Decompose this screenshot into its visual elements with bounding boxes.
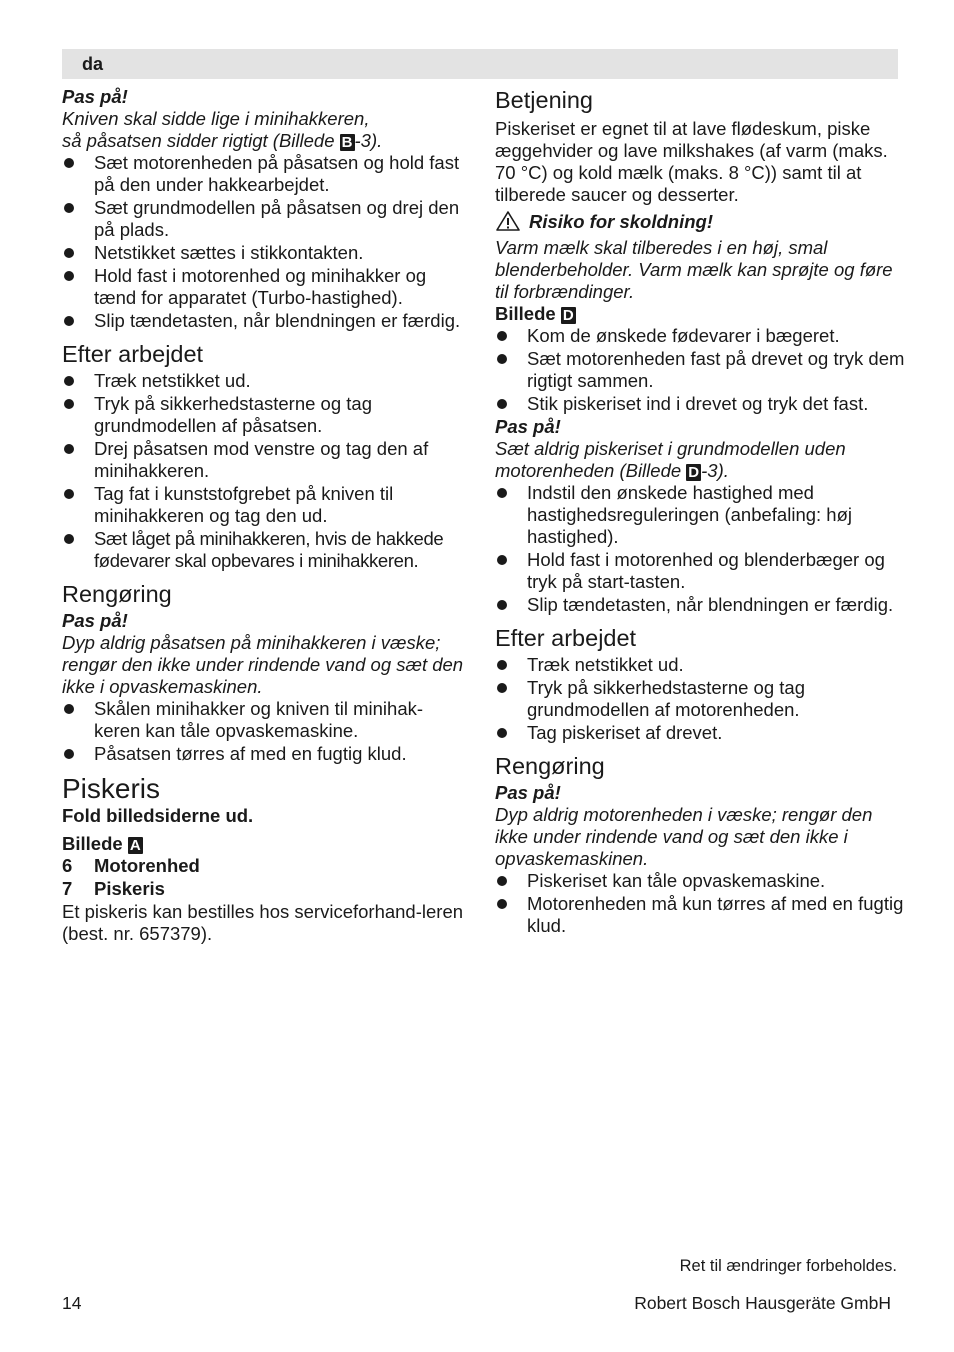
- figure-reference: Billede A: [62, 833, 141, 854]
- bullet-icon: [64, 749, 74, 759]
- figure-letter-d: D: [562, 307, 574, 324]
- after-work-list: [495, 654, 905, 744]
- bullet-icon: [497, 683, 507, 693]
- list-item: Tag fat i kunststofgrebet på kniven til minihakkeren og tag den ud.: [62, 483, 466, 527]
- bullet-icon: [64, 271, 74, 281]
- bullet-icon: [64, 444, 74, 454]
- caution-text-line1: Kniven skal sidde lige i minihakkeren,: [62, 108, 370, 129]
- list-item: Tryk på sikkerhedstasterne og tag grundmodellen af påsatsen.: [62, 393, 466, 437]
- warning-text: Varm mælk skal tilberedes i en høj, smal blenderbeholder. Varm mælk kan sprøjte og føre til forbrændinger.: [495, 237, 893, 302]
- caution-text-line2: så påsatsen sidder rigtigt (Billede B -3).: [62, 130, 383, 151]
- list-item: Piskeriset kan tåle opvaskemaskine.: [495, 870, 905, 892]
- list-item: Hold fast i motorenhed og blenderbæger og tryk på start-tasten.: [495, 549, 905, 593]
- page-number: 14: [62, 1293, 82, 1313]
- section-heading-after-work: Efter arbejdet: [62, 341, 204, 367]
- list-item: Skålen minihakker og kniven til minihak-keren kan tåle opvaskemaskine.: [62, 698, 466, 742]
- figure-letter-d: D: [688, 464, 700, 481]
- list-item: Drej påsatsen mod venstre og tag den af minihakkeren.: [62, 438, 466, 482]
- list-item: Tag piskeriset af drevet.: [495, 722, 905, 744]
- list-item: Indstil den ønskede hastighed med hastighedsreguleringen (anbefaling: høj hastighed).: [495, 482, 905, 548]
- bullet-icon: [64, 376, 74, 386]
- bullet-icon: [64, 248, 74, 258]
- caution-text-line1: Sæt aldrig piskeriset i grundmodellen uden: [495, 438, 846, 459]
- assembly-steps-list: [62, 152, 466, 332]
- bullet-icon: [497, 399, 507, 409]
- list-item: 7 Piskeris: [62, 878, 165, 899]
- company-name: Robert Bosch Hausgeräte GmbH: [634, 1293, 891, 1313]
- list-item: Sæt låget på minihakkeren, hvis de hakkede fødevarer skal opbevares i minihakkeren.: [62, 528, 466, 572]
- figure-reference: Billede D: [495, 303, 574, 324]
- bullet-icon: [497, 354, 507, 364]
- warning-heading: Risiko for skoldning!: [495, 210, 905, 237]
- caution-text-line2: motorenheden (Billede D -3).: [495, 460, 729, 481]
- list-item: Træk netstikket ud.: [62, 370, 466, 392]
- fold-out-instruction: Fold billedsiderne ud.: [62, 805, 254, 826]
- bullet-icon: [64, 489, 74, 499]
- chapter-heading-whisk: Piskeris: [62, 773, 161, 804]
- bullet-icon: [497, 876, 507, 886]
- bullet-icon: [497, 728, 507, 738]
- caution-title: Pas på!: [495, 782, 561, 803]
- section-heading-cleaning: Rengøring: [495, 753, 605, 779]
- list-item: Motorenheden må kun tørres af med en fugtig klud.: [495, 893, 905, 937]
- bullet-icon: [497, 660, 507, 670]
- list-item: Påsatsen tørres af med en fugtig klud.: [62, 743, 466, 765]
- section-heading-cleaning: Rengøring: [62, 581, 172, 607]
- figure-letter-b: B: [341, 134, 353, 151]
- language-code: da: [82, 54, 104, 74]
- parts-list: [62, 855, 466, 900]
- bullet-icon: [64, 704, 74, 714]
- bullet-icon: [64, 203, 74, 213]
- list-item: Hold fast i motorenhed og minihakker og tænd for apparatet (Turbo-hastighed).: [62, 265, 466, 309]
- list-item: Stik piskeriset ind i drevet og tryk det fast.: [495, 393, 905, 415]
- bullet-icon: [497, 331, 507, 341]
- operation-intro: Piskeriset er egnet til at lave flødeskum, piske æggehvider og lave milkshakes (af varm (maks. 70 °C) og kold mælk (maks. 8 °C)) samt til at tilberede saucer og desserter.: [495, 118, 888, 205]
- cleaning-list: [62, 698, 466, 765]
- list-item: Sæt grundmodellen på påsatsen og drej den på plads.: [62, 197, 466, 241]
- bullet-icon: [64, 316, 74, 326]
- bullet-icon: [497, 899, 507, 909]
- left-column: [62, 86, 466, 945]
- order-info: Et piskeris kan bestilles hos serviceforhand-leren (best. nr. 657379).: [62, 901, 464, 944]
- bullet-icon: [497, 488, 507, 498]
- list-item: 6 Motorenhed: [62, 855, 200, 876]
- list-item: Sæt motorenheden på påsatsen og hold fast på den under hakkearbejdet.: [62, 152, 466, 196]
- right-column: [495, 86, 905, 938]
- caution-text: Dyp aldrig motorenheden i væske; rengør den ikke under rindende vand og sæt den ikke i opvaskemaskinen.: [495, 804, 873, 869]
- warning-triangle-icon: [495, 210, 521, 237]
- list-item: Slip tændetasten, når blendningen er færdig.: [495, 594, 905, 616]
- section-heading-after-work: Efter arbejdet: [495, 625, 637, 651]
- speed-steps-list: [495, 482, 905, 616]
- bullet-icon: [64, 534, 74, 544]
- cleaning-list: [495, 870, 905, 937]
- operation-steps-list: [495, 325, 905, 415]
- language-bar: [62, 49, 898, 79]
- disclaimer-text: Ret til ændringer forbeholdes.: [679, 1257, 897, 1275]
- list-item: Sæt motorenheden fast på drevet og tryk dem rigtigt sammen.: [495, 348, 905, 392]
- list-item: Tryk på sikkerhedstasterne og tag grundmodellen af motorenheden.: [495, 677, 905, 721]
- list-item: Kom de ønskede fødevarer i bægeret.: [495, 325, 905, 347]
- caution-title: Pas på!: [62, 86, 128, 107]
- bullet-icon: [497, 555, 507, 565]
- caution-title: Pas på!: [62, 610, 128, 631]
- section-heading-operation: Betjening: [495, 87, 593, 113]
- caution-title: Pas på!: [495, 416, 561, 437]
- caution-text: Dyp aldrig påsatsen på minihakkeren i væske; rengør den ikke under rindende vand og sæt den ikke i opvaskemaskinen.: [62, 632, 464, 697]
- bullet-icon: [64, 158, 74, 168]
- bullet-icon: [497, 600, 507, 610]
- bullet-icon: [64, 399, 74, 409]
- list-item: Netstikket sættes i stikkontakten.: [62, 242, 466, 264]
- after-work-list: [62, 370, 466, 572]
- list-item: Træk netstikket ud.: [495, 654, 905, 676]
- figure-letter-a: A: [129, 837, 141, 854]
- list-item: Slip tændetasten, når blendningen er færdig.: [62, 310, 466, 332]
